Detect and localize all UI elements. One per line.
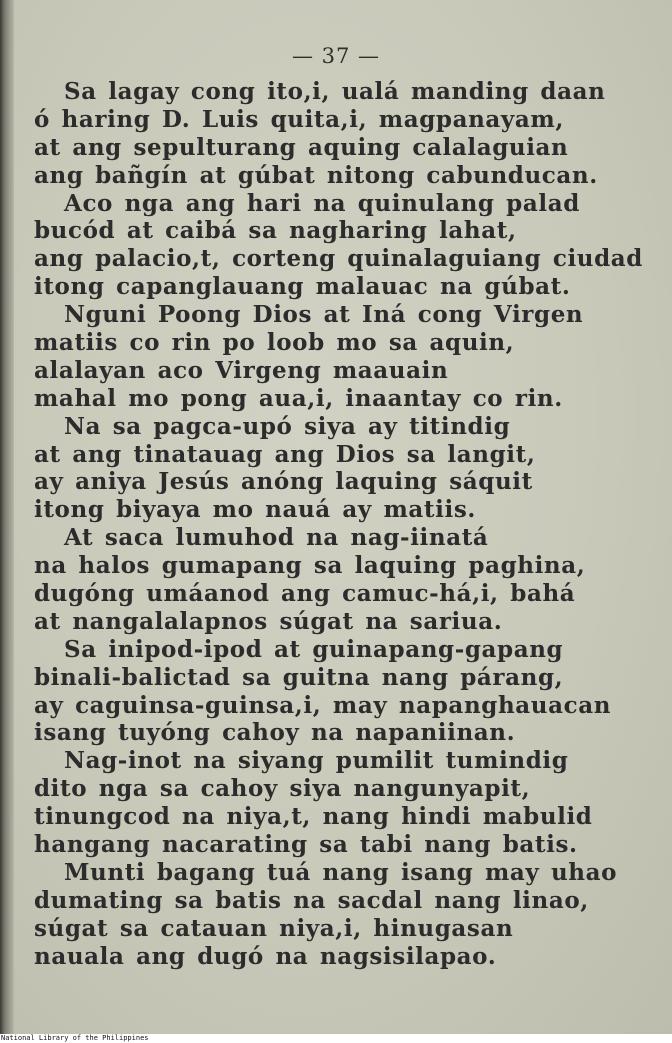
- verse-line: bucód at caibá sa nagharing lahat,: [34, 217, 517, 245]
- verse-line: ang palacio,t, corteng quinalaguiang ciudad: [34, 245, 643, 273]
- verse-line: Aco nga ang hari na quinulang palad: [64, 189, 580, 217]
- verse-line: mahal mo pong aua,i, inaantay co rin.: [34, 384, 563, 412]
- verse-line: matiis co rin po loob mo sa aquin,: [34, 329, 515, 357]
- verse-line: nauala ang dugó na nagsisilapao.: [34, 942, 497, 970]
- stanza: [34, 747, 644, 859]
- verse-line: súgat sa catauan niya,i, hinugasan: [34, 914, 514, 942]
- verse-line: at ang sepulturang aquing calalaguian: [34, 133, 569, 161]
- verse-line: isang tuyóng cahoy na napaniinan.: [34, 719, 516, 747]
- verse-line: ay caguinsa-guinsa,i, may napanghauacan: [34, 691, 612, 719]
- verse-line: dito nga sa cahoy siya nangunyapit,: [34, 775, 531, 803]
- verse-line: At saca lumuhod na nag-iinatá: [64, 524, 489, 552]
- verse-line: tinungcod na niya,t, nang hindi mabulid: [34, 803, 593, 831]
- verse-line: ó haring D. Luis quita,i, magpanayam,: [34, 105, 564, 133]
- stanza: [34, 413, 644, 525]
- verse-line: Nag-inot na siyang pumilit tumindig: [64, 747, 569, 775]
- verse-line: Na sa pagca-upó siya ay titindig: [64, 412, 511, 440]
- verse-line: itong capanglauang malauac na gúbat.: [34, 273, 571, 301]
- stanza: [34, 301, 644, 413]
- verse-line: dugóng umáanod ang camuc-há,i, bahá: [34, 580, 576, 608]
- verse-line: Sa lagay cong ito,i, ualá manding daan: [64, 78, 606, 105]
- page-binding-edge: [0, 0, 14, 1034]
- poem-text: [34, 78, 644, 971]
- verse-line: itong biyaya mo nauá ay matiis.: [34, 496, 476, 524]
- verse-line: alalayan aco Virgeng maauain: [34, 356, 449, 384]
- stanza: [34, 636, 644, 748]
- stanza: [34, 859, 644, 971]
- verse-line: Nguni Poong Dios at Iná cong Virgen: [64, 301, 584, 329]
- stanza: [34, 78, 644, 190]
- library-credit: National Library of the Philippines: [0, 1034, 672, 1043]
- verse-line: ang bañgín at gúbat nitong cabunducan.: [34, 161, 598, 189]
- verse-line: at ang tinatauag ang Dios sa langit,: [34, 440, 536, 468]
- verse-line: na halos gumapang sa laquing paghina,: [34, 552, 586, 580]
- verse-line: Sa inipod-ipod at guinapang-gapang: [64, 635, 564, 663]
- stanza: [34, 524, 644, 636]
- verse-line: hangang nacarating sa tabi nang batis.: [34, 831, 578, 859]
- verse-line: ay aniya Jesús anóng laquing sáquit: [34, 468, 533, 496]
- verse-line: at nangalalapnos súgat na sariua.: [34, 607, 503, 635]
- verse-line: binali-balictad sa guitna nang párang,: [34, 663, 564, 691]
- verse-line: Munti bagang tuá nang isang may uhao: [64, 858, 618, 886]
- page-number: — 37 —: [291, 44, 381, 68]
- stanza: [34, 190, 644, 302]
- verse-line: dumating sa batis na sacdal nang linao,: [34, 886, 589, 914]
